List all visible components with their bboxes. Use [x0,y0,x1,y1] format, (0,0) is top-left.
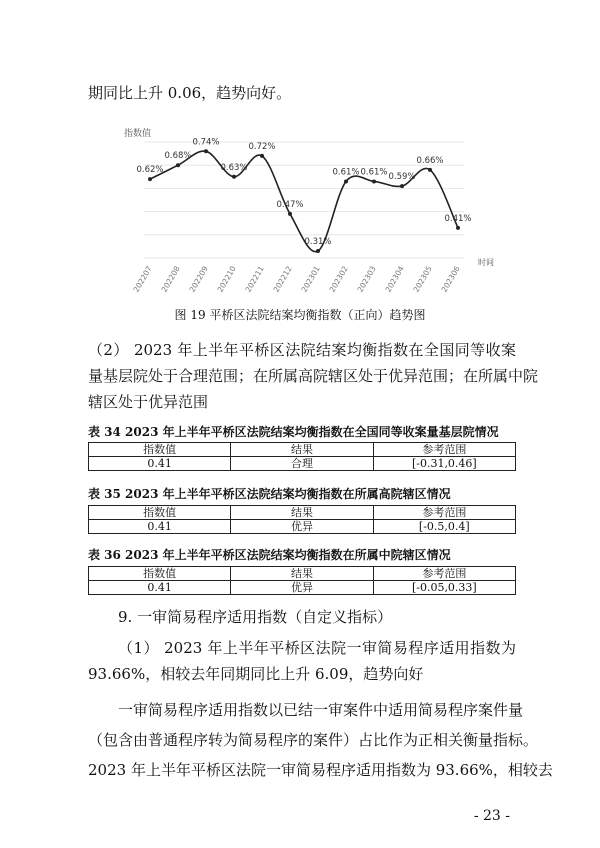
data-label: 0.61% [332,167,360,178]
x-tick-label: 202210 [215,264,238,294]
data-label: 0.41% [444,213,472,224]
table-34 [88,442,516,471]
table34-caption: 表 34 2023 年上半年平桥区法院结案均衡指数在全国同等收案量基层院情况 [88,425,499,439]
x-tick-label: 202212 [271,264,294,294]
data-point [260,154,264,158]
section2-line2: 量基层院处于合理范围；在所属高院辖区处于优异范围；在所属中院 [88,367,539,385]
table-35 [88,505,516,534]
intro-line: 期同比上升 0.06，趋势向好。 [88,84,292,102]
x-tick-label: 202211 [243,264,266,294]
data-label: 0.61% [360,167,388,178]
table35-h-result: 结果 [231,506,373,520]
section9-heading: 9. 一审简易程序适用指数（自定义指标） [118,608,393,626]
x-tick-label: 202304 [383,264,406,294]
chart-x-ticks [132,264,462,293]
table36-range: [-0.05,0.33] [373,581,515,595]
x-tick-label: 202305 [411,264,434,294]
data-point [148,177,152,181]
table35-h-range: 参考范围 [373,506,515,520]
table36-caption: 表 36 2023 年上半年平桥区法院结案均衡指数在所属中院辖区情况 [88,548,451,562]
chart-ylabel: 指数值 [124,129,152,139]
table36-h-range: 参考范围 [373,567,515,581]
figure-caption: 图 19 平桥区法院结案均衡指数（正向）趋势图 [174,308,426,322]
data-label: 0.63% [220,162,248,173]
data-label: 0.68% [164,151,192,162]
data-point [316,249,320,253]
x-tick-label: 202208 [159,264,182,294]
section9-body-line1: 一审简易程序适用指数以已结一审案件中适用简易程序案件量 [118,701,524,719]
section2-line3: 辖区处于优异范围 [88,393,209,411]
data-label: 0.31% [304,237,332,248]
section2-line1: （2） 2023 年上半年平桥区法院结案均衡指数在全国同等收案 [88,341,516,359]
x-tick-label: 202303 [355,264,378,294]
x-tick-label: 202207 [131,264,154,294]
table35-h-value: 指数值 [89,506,231,520]
section9-body-line3: 2023 年上半年平桥区法院一审简易程序适用指数为 93.66%，相较去 [88,761,553,779]
table35-caption: 表 35 2023 年上半年平桥区法院结案均衡指数在所属高院辖区情况 [88,487,451,501]
data-point [400,184,404,188]
table34-h-value: 指数值 [89,443,231,457]
page-number: - 23 - [473,808,510,824]
x-tick-label: 202209 [187,264,210,294]
chart-data-labels [136,137,471,247]
data-label: 0.66% [416,155,444,166]
data-point [232,175,236,179]
table35-result: 优异 [231,520,373,534]
table36-h-result: 结果 [231,567,373,581]
data-point [428,168,432,172]
data-label: 0.47% [276,199,304,210]
table34-h-result: 结果 [231,443,373,457]
trend-chart [118,122,498,302]
table36-value: 0.41 [89,581,231,595]
table35-value: 0.41 [89,520,231,534]
section9-sub-line2: 93.66%，相较去年同期同比上升 6.09，趋势向好 [88,665,424,683]
data-label: 0.59% [388,172,416,183]
data-point [344,179,348,183]
table36-h-value: 指数值 [89,567,231,581]
data-point [372,179,376,183]
chart-xlabel: 时间 [478,258,494,267]
table36-result: 优异 [231,581,373,595]
data-point [176,163,180,167]
data-label: 0.72% [248,141,276,152]
x-tick-label: 202301 [299,264,322,294]
x-tick-label: 202306 [439,264,462,294]
data-label: 0.74% [192,137,220,148]
table34-value: 0.41 [89,457,231,471]
table-36 [88,566,516,595]
x-tick-label: 202302 [327,264,350,294]
data-point [456,226,460,230]
table34-h-range: 参考范围 [373,443,515,457]
data-point [288,212,292,216]
data-point [204,149,208,153]
section9-sub-line1: （1） 2023 年上半年平桥区法院一审简易程序适用指数为 [118,639,516,657]
table34-result: 合理 [231,457,373,471]
section9-body-line2: （包含由普通程序转为简易程序的案件）占比作为正相关衡量指标。 [88,731,539,749]
table35-range: [-0.5,0.4] [373,520,515,534]
table34-range: [-0.31,0.46] [373,457,515,471]
data-label: 0.62% [136,165,164,176]
